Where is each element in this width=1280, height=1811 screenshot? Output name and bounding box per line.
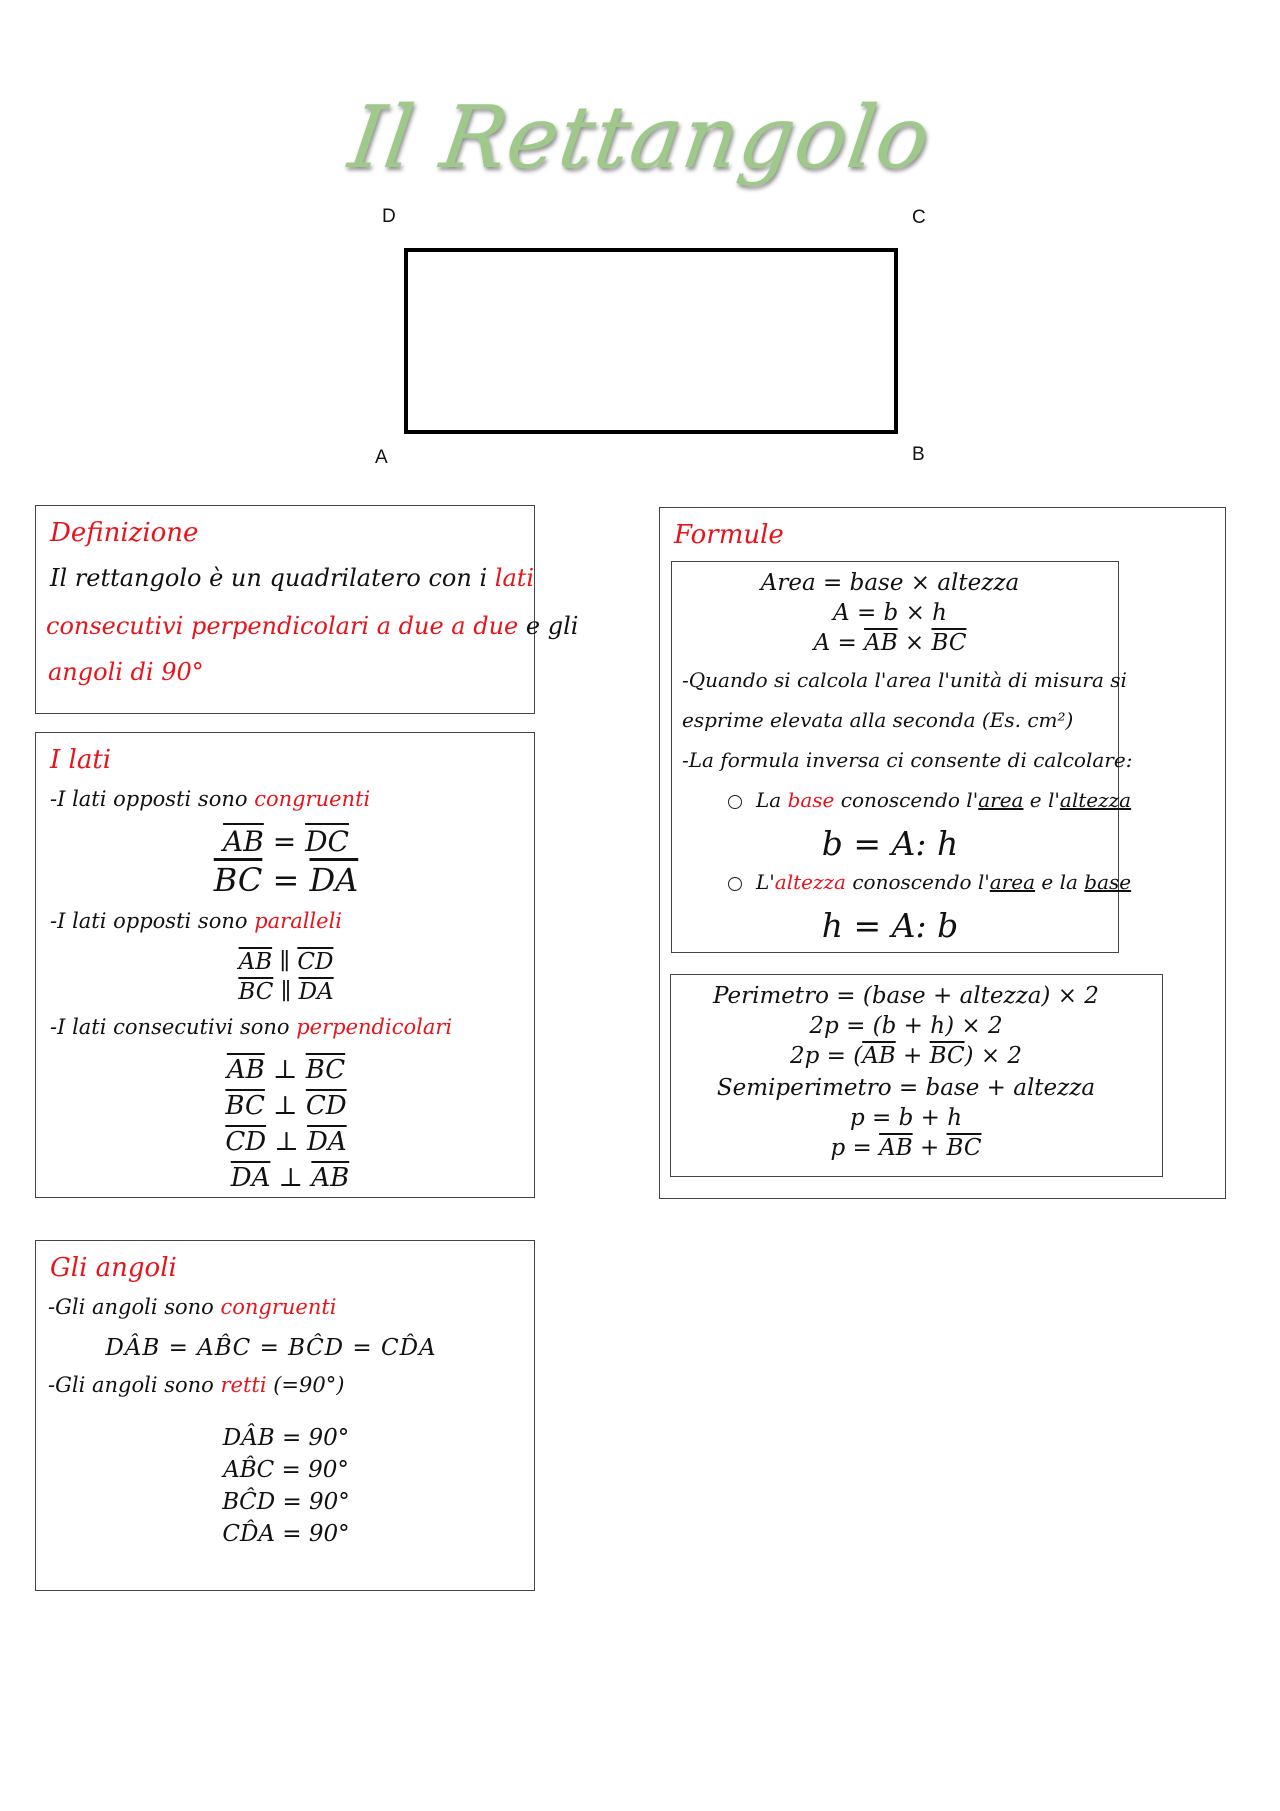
sides-perp-2: $\overline{BC}$ ⊥ $\overline{CD}$ — [225, 1091, 347, 1121]
sides-statement-2-text: -I lati opposti sono — [50, 909, 255, 933]
angles-statement-2-text: -Gli angoli sono — [48, 1373, 221, 1397]
angles-equation: DÂB = AB̂C = BĈD = CD̂A — [105, 1335, 437, 1361]
segment: $\overline{CD}$ — [305, 1091, 347, 1121]
sides-box — [35, 732, 535, 1198]
sides-statement-1 — [50, 787, 370, 811]
bullet-base-altezza: altezza — [1059, 788, 1132, 812]
segment: $\overline{BC}$ — [225, 1091, 265, 1121]
sides-parallel-2: $\overline{BC}$ ∥ $\overline{DA}$ — [238, 979, 334, 1005]
area-note-2: esprime elevata alla seconda (Es. cm²) — [682, 708, 1074, 732]
sides-heading: I lati — [50, 745, 112, 775]
segment: $\overline{BC}$ — [213, 861, 263, 899]
semiperimeter-formula-3-operator: + — [912, 1135, 947, 1161]
bullet-base-area: area — [978, 788, 1024, 812]
semiperimeter-formula-3 — [671, 1135, 1141, 1161]
vertex-label-d: D — [382, 206, 396, 227]
angle-value-1: DÂB = 90° — [222, 1425, 350, 1451]
inverse-formula-height: h = A: b — [821, 906, 959, 945]
perimeter-formula-3-suffix: ) × 2 — [964, 1043, 1023, 1069]
segment: $\overline{AB}$ — [864, 630, 898, 656]
segment: $\overline{DA}$ — [307, 1127, 347, 1157]
segment: $\overline{AB}$ — [226, 1055, 265, 1085]
bullet-altezza-keyword: altezza — [774, 870, 846, 894]
vertex-label-c: C — [912, 207, 926, 228]
area-formula-3-operator: × — [897, 630, 932, 656]
definition-text-1: Il rettangolo è un quadrilatero con i — [50, 564, 495, 592]
segment: $\overline{DA}$ — [230, 1163, 271, 1193]
semiperimeter-formula-1: Semiperimetro = base + altezza — [716, 1075, 1096, 1101]
segment: $\overline{AB}$ — [311, 1163, 350, 1193]
formulas-heading: Formule — [674, 520, 784, 550]
sides-statement-2-keyword: paralleli — [254, 909, 343, 933]
segment: $\overline{CD}$ — [297, 949, 334, 975]
perimeter-formula-3 — [671, 1043, 1141, 1069]
bullet-altezza-area: area — [989, 870, 1036, 894]
bullet-altezza-text-3: e la — [1035, 870, 1085, 894]
definition-text-5: angoli di 90° — [48, 658, 204, 686]
bullet-base-text-3: e l' — [1023, 788, 1060, 812]
sides-perp-1: $\overline{AB}$ ⊥ $\overline{BC}$ — [226, 1055, 346, 1085]
angles-box — [35, 1240, 535, 1591]
perimeter-formula-3-operator: + — [895, 1043, 930, 1069]
definition-box — [35, 505, 579, 714]
rectangle-figure — [404, 248, 898, 434]
area-formula-3-prefix: A = — [813, 630, 865, 656]
bullet-circle-icon — [728, 795, 742, 809]
bullet-altezza-base: base — [1084, 870, 1132, 894]
definition-line-1 — [50, 564, 534, 592]
segment: $\overline{DC}$ — [305, 825, 349, 858]
sides-equation-2: $\overline{BC} = \overline{DA}$ — [213, 861, 359, 899]
sides-perp-4: $\overline{DA}$ ⊥ $\overline{AB}$ — [230, 1163, 350, 1193]
segment: $\overline{CD}$ — [225, 1127, 267, 1157]
angles-heading: Gli angoli — [50, 1253, 177, 1283]
bullet-base-keyword: base — [787, 788, 835, 812]
angle-value-2: AB̂C = 90° — [223, 1457, 349, 1483]
page-title: Il Rettangolo — [343, 88, 937, 188]
sides-statement-3-text: -I lati consecutivi sono — [50, 1015, 297, 1039]
definition-heading: Definizione — [50, 518, 199, 548]
inverse-formula-base: b = A: h — [821, 824, 959, 863]
bullet-altezza-text-2: conoscendo l' — [845, 870, 990, 894]
angles-statement-1-keyword: congruenti — [220, 1295, 337, 1319]
sides-statement-2 — [50, 909, 342, 933]
area-formula-1: Area = base × altezza — [760, 570, 1020, 596]
bullet-circle-icon — [728, 877, 742, 891]
angles-statement-2-suffix: (=90°) — [266, 1373, 345, 1397]
sides-parallel-1: $\overline{AB}$ ∥ $\overline{CD}$ — [238, 949, 334, 975]
sides-perp-3: $\overline{CD}$ ⊥ $\overline{DA}$ — [225, 1127, 347, 1157]
segment: $\overline{DA}$ — [298, 979, 334, 1005]
bullet-altezza-text-1: L' — [756, 870, 775, 894]
segment: $\overline{BC}$ — [946, 1135, 982, 1161]
segment: $\overline{BC}$ — [238, 979, 274, 1005]
angles-statement-1-text: -Gli angoli sono — [48, 1295, 221, 1319]
formulas-box — [659, 507, 1226, 1199]
area-formula-3 — [672, 630, 1108, 656]
segment: $\overline{BC}$ — [929, 1043, 965, 1069]
definition-text-4: e gli — [518, 612, 579, 640]
vertex-label-b: B — [912, 444, 925, 465]
definition-text-2: lati — [494, 564, 535, 592]
segment: $\overline{BC}$ — [931, 630, 967, 656]
perimeter-formula-2: 2p = (b + h) × 2 — [809, 1013, 1003, 1039]
sides-statement-1-text: -I lati opposti sono — [50, 787, 255, 811]
semiperimeter-formula-3-prefix: p = — [830, 1135, 880, 1161]
sides-statement-3-keyword: perpendicolari — [296, 1015, 453, 1039]
perimeter-box — [670, 974, 1163, 1177]
angles-statement-2 — [48, 1373, 344, 1397]
definition-text-3: consecutivi perpendicolari a due a due — [46, 612, 519, 640]
angles-statement-1 — [48, 1295, 337, 1319]
bullet-base-text-2: conoscendo l' — [834, 788, 979, 812]
angles-statement-2-keyword: retti — [220, 1373, 267, 1397]
segment: $\overline{AB}$ — [223, 825, 264, 858]
bullet-base — [728, 788, 1131, 812]
segment: $\overline{DA}$ — [309, 861, 359, 899]
bullet-base-text-1: La — [756, 788, 788, 812]
area-formula-2: A = b × h — [833, 600, 947, 626]
area-note-1: -Quando si calcola l'area l'unità di misura si — [682, 668, 1127, 692]
segment: $\overline{AB}$ — [879, 1135, 913, 1161]
semiperimeter-formula-2: p = b + h — [849, 1105, 963, 1131]
area-box — [671, 561, 1133, 953]
perimeter-formula-3-prefix: 2p = ( — [789, 1043, 863, 1069]
area-note-3: -La formula inversa ci consente di calcolare: — [682, 748, 1133, 772]
sides-statement-3 — [50, 1015, 452, 1039]
segment: $\overline{AB}$ — [862, 1043, 896, 1069]
angle-value-3: BĈD = 90° — [222, 1489, 350, 1515]
angle-value-4: CD̂A = 90° — [222, 1521, 350, 1547]
perimeter-formula-1: Perimetro = (base + altezza) × 2 — [713, 983, 1099, 1009]
vertex-label-a: A — [375, 447, 388, 468]
sides-statement-1-keyword: congruenti — [254, 787, 371, 811]
definition-line-2 — [46, 612, 578, 640]
segment: $\overline{BC}$ — [305, 1055, 346, 1085]
segment: $\overline{AB}$ — [238, 949, 273, 975]
sides-equation-1: $\overline{AB} = \overline{DC}$ — [223, 825, 349, 858]
bullet-altezza — [728, 870, 1131, 894]
